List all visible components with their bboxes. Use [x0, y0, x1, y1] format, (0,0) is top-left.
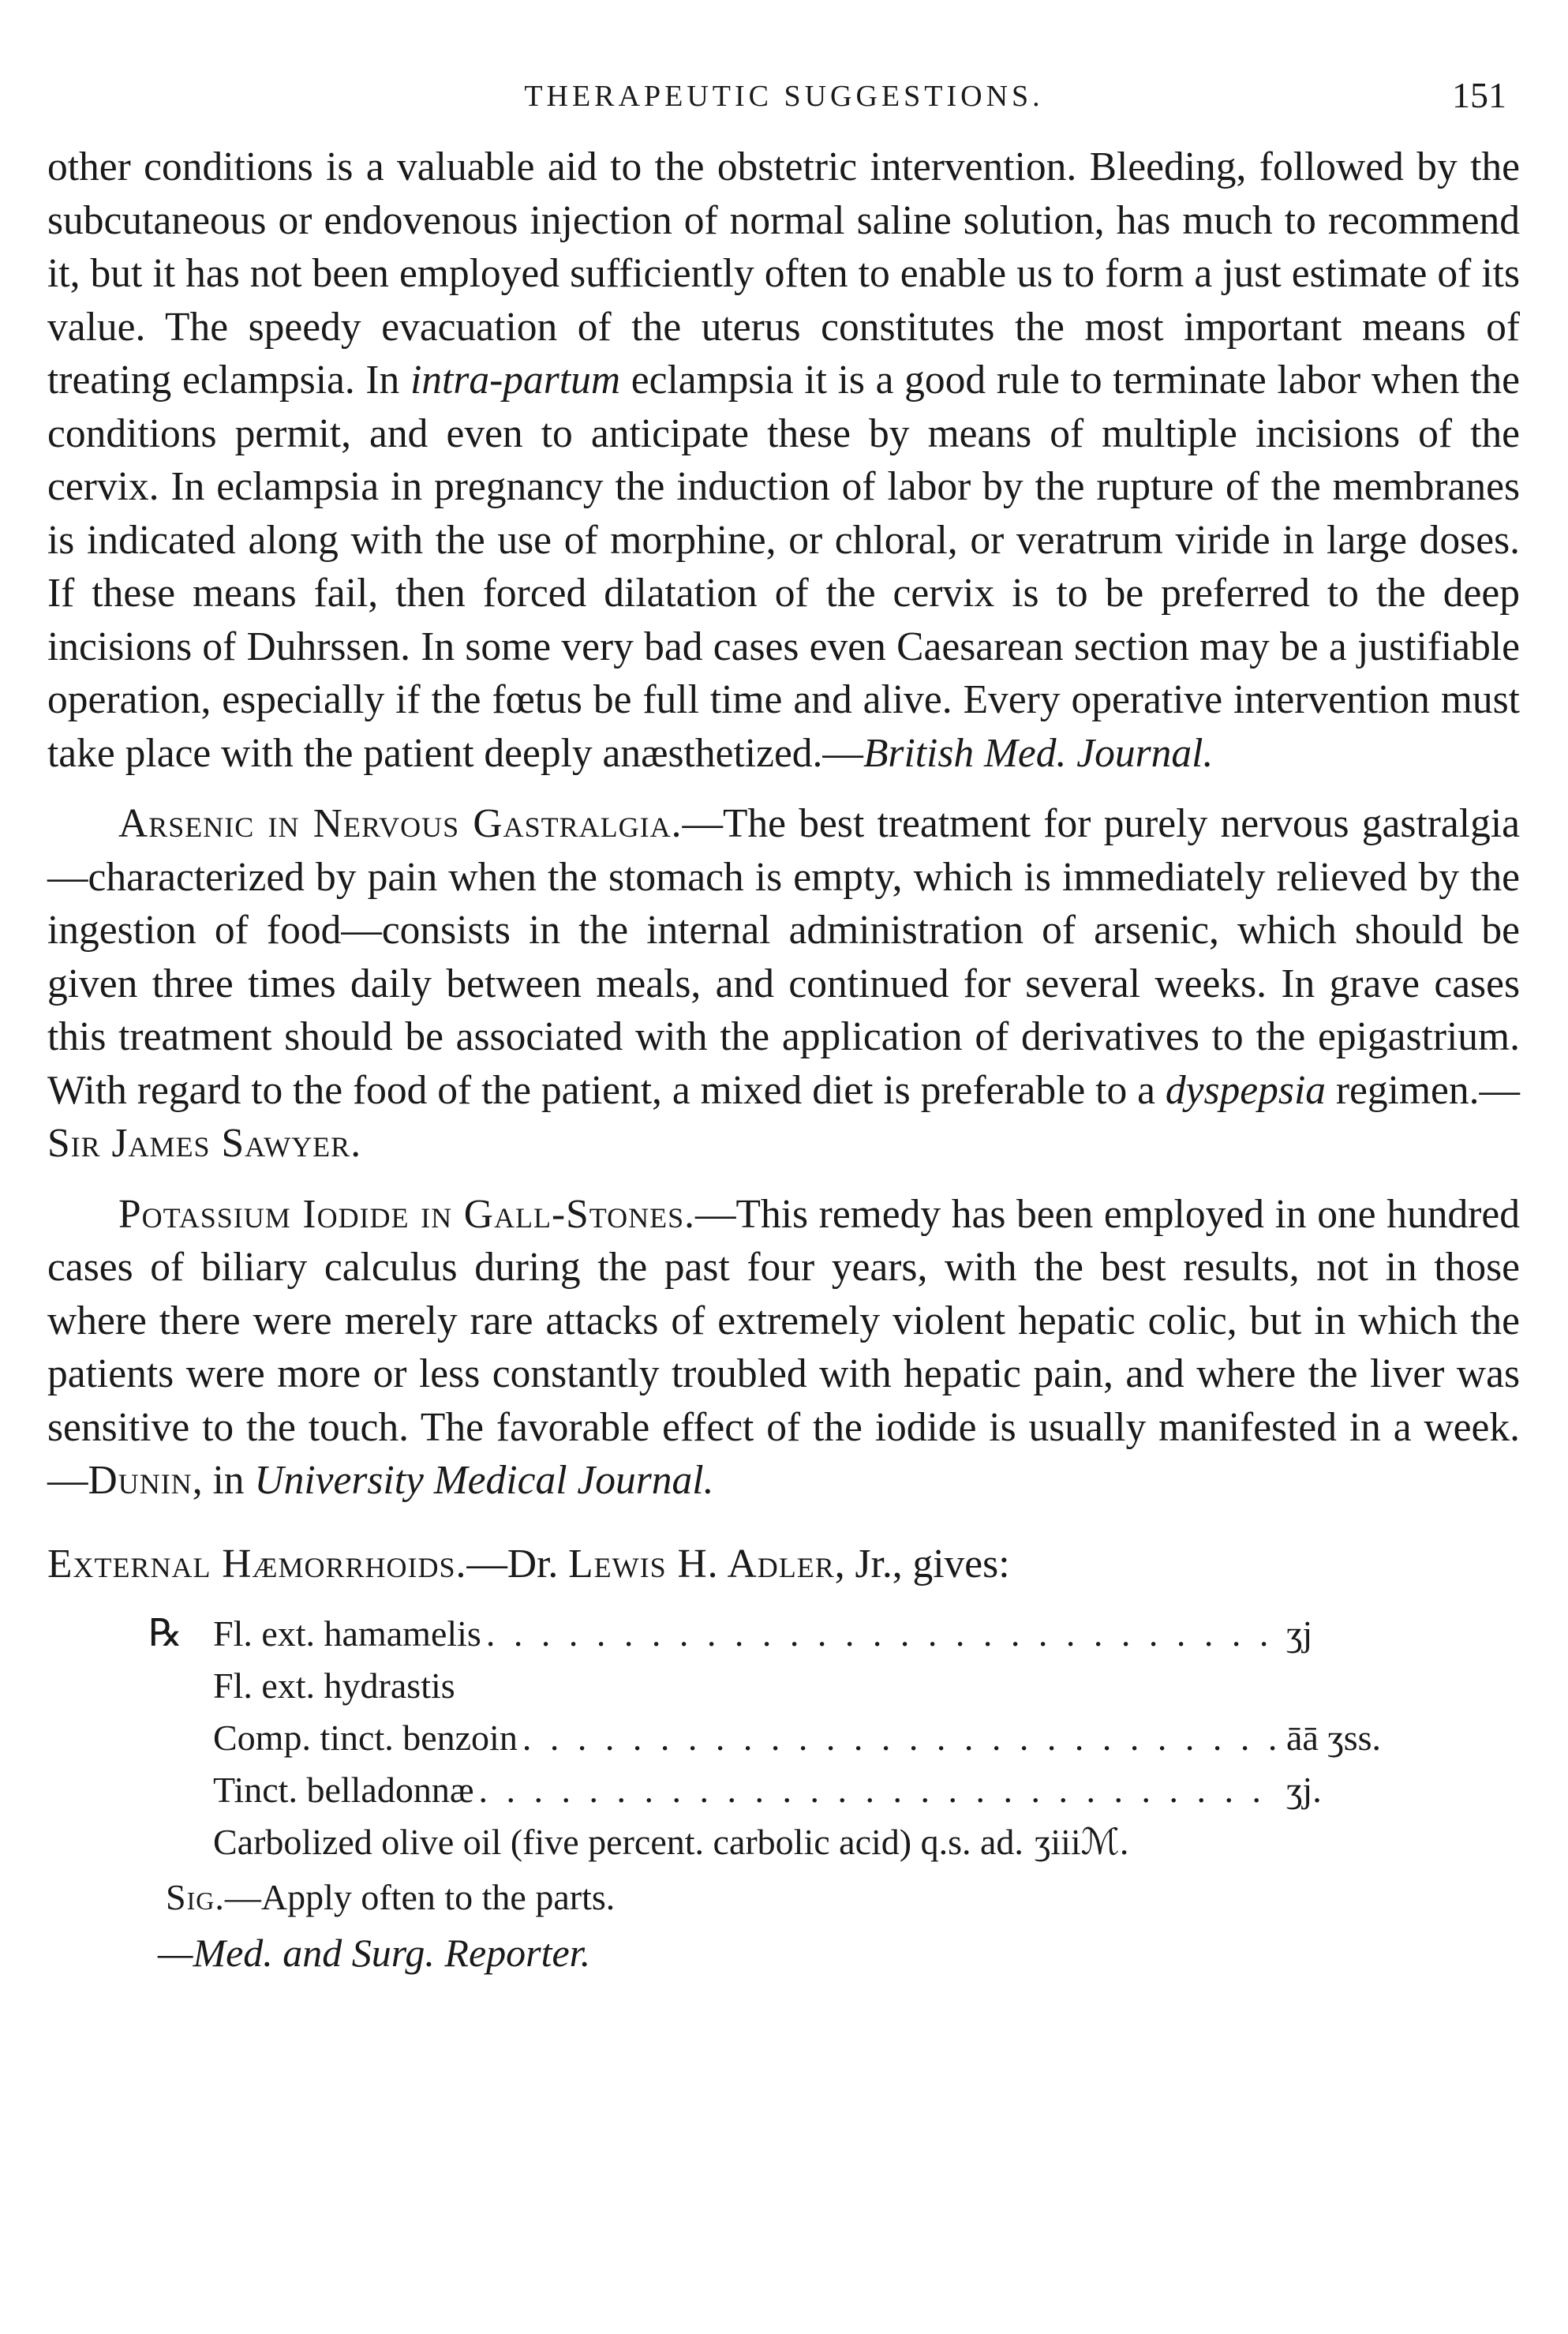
paragraph-potassium-iodide [47, 1188, 1520, 1508]
prescription-list [47, 1608, 1520, 1868]
paragraph-text-after: eclampsia it is a good rule to terminate labor when the conditions permit, and even to anticipate these by means of multiple incisions of the cervix. In eclampsia in pregnancy the induction of labor by the rupture of the membranes is indicated along with the use of morphine, or chloral, or veratrum viride in large doses. If these means fail, then forced dilatation of the cervix is to be preferred to the deep incisions of Duhrssen. In some very bad cases even Caesarean section may be a justifiable operation, especially if the fœtus be full time and alive. Every operative intervention must take place with the patient deeply anæsthetized.— [47, 358, 1520, 776]
paragraph-text-after: regimen.— [1326, 1067, 1521, 1113]
paragraph-arsenic-gastralgia [47, 797, 1520, 1171]
running-title: THERAPEUTIC SUGGESTIONS. [524, 80, 1044, 113]
italic-term: dyspepsia [1165, 1067, 1326, 1113]
paragraph-text: —Dr. [466, 1541, 569, 1587]
ingredient-name: Comp. tinct. benzoin [213, 1718, 518, 1758]
author-name: Lewis H. Adler [568, 1541, 835, 1587]
page-number: 151 [1452, 75, 1506, 115]
prescription-item [213, 1712, 1381, 1764]
source-citation: Sir James Sawyer. [47, 1121, 362, 1166]
signa-text: —Apply often to the parts. [224, 1877, 616, 1917]
paragraph-text-mid: , in [192, 1458, 255, 1503]
signa-label: Sig. [166, 1877, 225, 1917]
section-heading: Arsenic in Nervous Gastralgia. [118, 801, 683, 846]
section-heading: Potassium Iodide in Gall-Stones. [118, 1191, 695, 1237]
prescription-source: —Med. and Surg. Reporter. [158, 1931, 591, 1975]
ingredient-name: Carbolized olive oil (five percent. carbolic acid) q.s. ad. [213, 1822, 1024, 1862]
running-head [0, 75, 1568, 126]
ingredient-name: Fl. ext. hamamelis [213, 1613, 481, 1654]
prescription-signa [166, 1871, 1520, 1924]
body-text [47, 140, 1520, 1979]
paragraph-eclampsia-continued [47, 140, 1520, 780]
dot-leader [522, 1712, 1282, 1764]
paragraph-external-haemorrhoids [47, 1538, 1520, 1591]
prescription-item [213, 1764, 1381, 1816]
paragraph-text: other conditions is a valuable aid to the obstetric intervention. Bleeding, followed by the subcutaneous or endovenous injection of normal saline solution, has much to recommend it, but it has not been employed sufficiently often to enable us to form a just estimate of its value. The speedy evacuation of the uterus constitutes the most important means of treating eclampsia. In [47, 144, 1520, 403]
paragraph-text: —The best treatment for purely nervous gastralgia—characterized by pain when the stomach is empty, which is immediately relieved by the ingestion of food—consists in the internal administration of arsenic, which should be given three times daily between meals, and continued for several weeks. In grave cases this treatment should be associated with the application of derivatives to the epigastrium. With regard to the food of the patient, a mixed diet is preferable to a [47, 801, 1521, 1113]
source-citation: University Medical Journal. [254, 1458, 714, 1503]
author-name: Dunin [88, 1458, 193, 1503]
prescription-item [213, 1660, 1381, 1712]
dot-leader [479, 1764, 1282, 1816]
ingredient-quantity: ʒj [1286, 1613, 1313, 1654]
source-citation: British Med. Journal. [863, 730, 1214, 776]
ingredient-name: Fl. ext. hydrastis [213, 1665, 455, 1706]
prescription-section [47, 1538, 1520, 1980]
dot-leader [486, 1608, 1282, 1660]
recipe-symbol-icon: ℞ [148, 1613, 183, 1654]
ingredient-name: Tinct. belladonnæ [213, 1770, 474, 1810]
ingredient-quantity: āā ʒss. [1285, 1718, 1381, 1758]
prescription-item [148, 1608, 1381, 1660]
ingredient-quantity: ʒiiiℳ. [1034, 1822, 1129, 1862]
section-heading: External Hæmorrhoids. [47, 1541, 467, 1587]
italic-term: intra-partum [410, 358, 621, 403]
prescription-item [213, 1816, 1381, 1868]
ingredient-quantity: ʒj. [1286, 1770, 1322, 1810]
paragraph-text-after: , Jr., gives: [834, 1541, 1010, 1587]
paragraph-text: —This remedy has been employed in one hundred cases of biliary calculus during the past four years, with the best results, not in those where there were merely rare attacks of extremely violent hepatic colic, but in which the patients were more or less constantly troubled with hepatic pain, and where the liver was sensitive to the touch. The favorable effect of the iodide is usually manifested in a week.— [47, 1191, 1521, 1503]
